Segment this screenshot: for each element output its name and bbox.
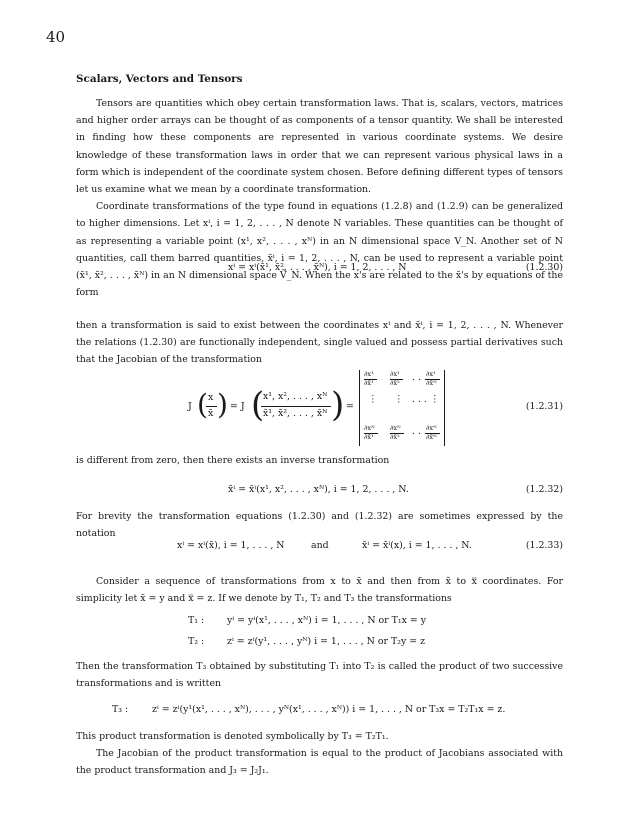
transform-t2-label: T₂ : bbox=[188, 636, 205, 647]
page-number: 40 bbox=[46, 28, 66, 46]
transform-t2-equation: zⁱ = zⁱ(y¹, . . . , yᴺ) i = 1, . . . , N or T₂y = z bbox=[227, 636, 426, 647]
equation-number-1-2-30: (1.2.30) bbox=[525, 262, 563, 273]
paragraph-7-block bbox=[76, 658, 563, 692]
equation-1-2-31: J ( x x̄ ) = J ( x¹, x², . . . , xᴺ x̄¹, x̄², . . . , x̄ᴺ ) = ∂x¹ ∂x̄¹ ∂x¹ ∂x̄² . . . ∂x¹ ∂x̄ᴺ ⋮ ⋮ . . . ⋮ ∂xᴺ ∂x̄¹ ∂xᴺ ∂x̄² . . . ∂xᴺ ∂x̄ᴺ bbox=[188, 370, 448, 446]
paragraph-6-block bbox=[76, 573, 563, 607]
paragraph-3-block bbox=[76, 317, 563, 369]
paragraph-2: Coordinate transformations of the type found in equations (1.2.8) and (1.2.9) can be generalized to higher dimensions. Let xⁱ, i = 1, 2, . . . , N denote N variables. These quantities can be thought of as representing a variable point (x¹, x², . . . , xᴺ) in an N dimensional space V_N. Another set of N quantities, call them barred quantities, x̄ⁱ, i = 1, 2, . . . , N, can be used to represent a variable point (x̄¹, x̄², . . . , x̄ᴺ) in an N dimensional space V̄_N. When the x's are related to the x̄'s by equations of the form bbox=[76, 201, 563, 299]
transform-t1-equation: yⁱ = yⁱ(x¹, . . . , xᴺ) i = 1, . . . , N or T₁x = y bbox=[227, 615, 427, 626]
left-paren: ( bbox=[197, 388, 208, 421]
paragraph-4: is different from zero, then there exists an inverse transformation bbox=[76, 455, 390, 466]
equation-number-1-2-33: (1.2.33) bbox=[525, 540, 563, 551]
paragraph-6: Consider a sequence of transformations from x to x̄ and then from x̄ to x̿ coordinates. For simplicity let x̄ = y and x̿ = z. If we denote by T₁, T₂ and T₃ the transformations bbox=[76, 576, 563, 605]
equation-number-1-2-31: (1.2.31) bbox=[525, 401, 563, 412]
transform-t1-label: T₁ : bbox=[188, 615, 205, 626]
equation-number-1-2-32: (1.2.32) bbox=[525, 484, 563, 495]
transform-t3-equation: zⁱ = zⁱ(y¹(x¹, . . . , xᴺ), . . . , yᴺ(x¹, . . . , xᴺ)) i = 1, . . . , N or T₃x = T₂T₁x = z. bbox=[152, 704, 506, 715]
paragraph-9: The Jacobian of the product transformation is equal to the product of Jacobians associated with the product transformation and J₃ = J₂J₁. bbox=[76, 748, 563, 777]
equation-1-2-30: xⁱ = xⁱ(x̄¹, x̄², . . . , x̄ᴺ), i = 1, 2, . . . , N bbox=[228, 262, 407, 273]
paragraph-8-block bbox=[76, 728, 563, 780]
equation-1-2-33-left: xⁱ = xⁱ(x̄), i = 1, . . . , N bbox=[177, 540, 285, 551]
equation-1-2-33-and: and bbox=[311, 540, 329, 551]
section-title: Scalars, Vectors and Tensors bbox=[76, 73, 243, 85]
paragraph-5-block bbox=[76, 508, 563, 542]
paragraph-8: This product transformation is denoted symbolically by T₃ = T₂T₁. bbox=[76, 731, 389, 742]
paragraph-7: Then the transformation T₃ obtained by substituting T₁ into T₂ is called the product of two successive transformations and is written bbox=[76, 661, 563, 690]
paragraph-5: For brevity the transformation equations (1.2.30) and (1.2.32) are sometimes expressed by the notation bbox=[76, 511, 563, 540]
equation-1-2-33-right: x̄ⁱ = x̄ⁱ(x), i = 1, . . . , N. bbox=[362, 540, 472, 551]
paragraph-1: Tensors are quantities which obey certain transformation laws. That is, scalars, vectors, matrices and higher order arrays can be thought of as components of a tensor quantity. We shall be interested in finding how these components are represented in various coordinate systems. We desire knowledge of these transformation laws in order that we can represent various physical laws in a form which is independent of the coordinate system chosen. Before defining different types of tensors let us examine what we mean by a coordinate transformation. bbox=[76, 98, 563, 196]
equation-1-2-32: x̄ⁱ = x̄ⁱ(x¹, x², . . . , xᴺ), i = 1, 2, . . . , N. bbox=[228, 484, 409, 495]
jacobian-symbol: J bbox=[188, 401, 192, 412]
paragraph-4-block bbox=[76, 452, 563, 469]
transform-t3-label: T₃ : bbox=[112, 704, 129, 715]
paragraph-3: then a transformation is said to exist between the coordinates xⁱ and x̄ⁱ, i = 1, 2, . . . , N. Whenever the relations (1.2.30) are functionally independent, single valued and possess partial derivatives such that the Jacobian of the transformation bbox=[76, 320, 563, 366]
